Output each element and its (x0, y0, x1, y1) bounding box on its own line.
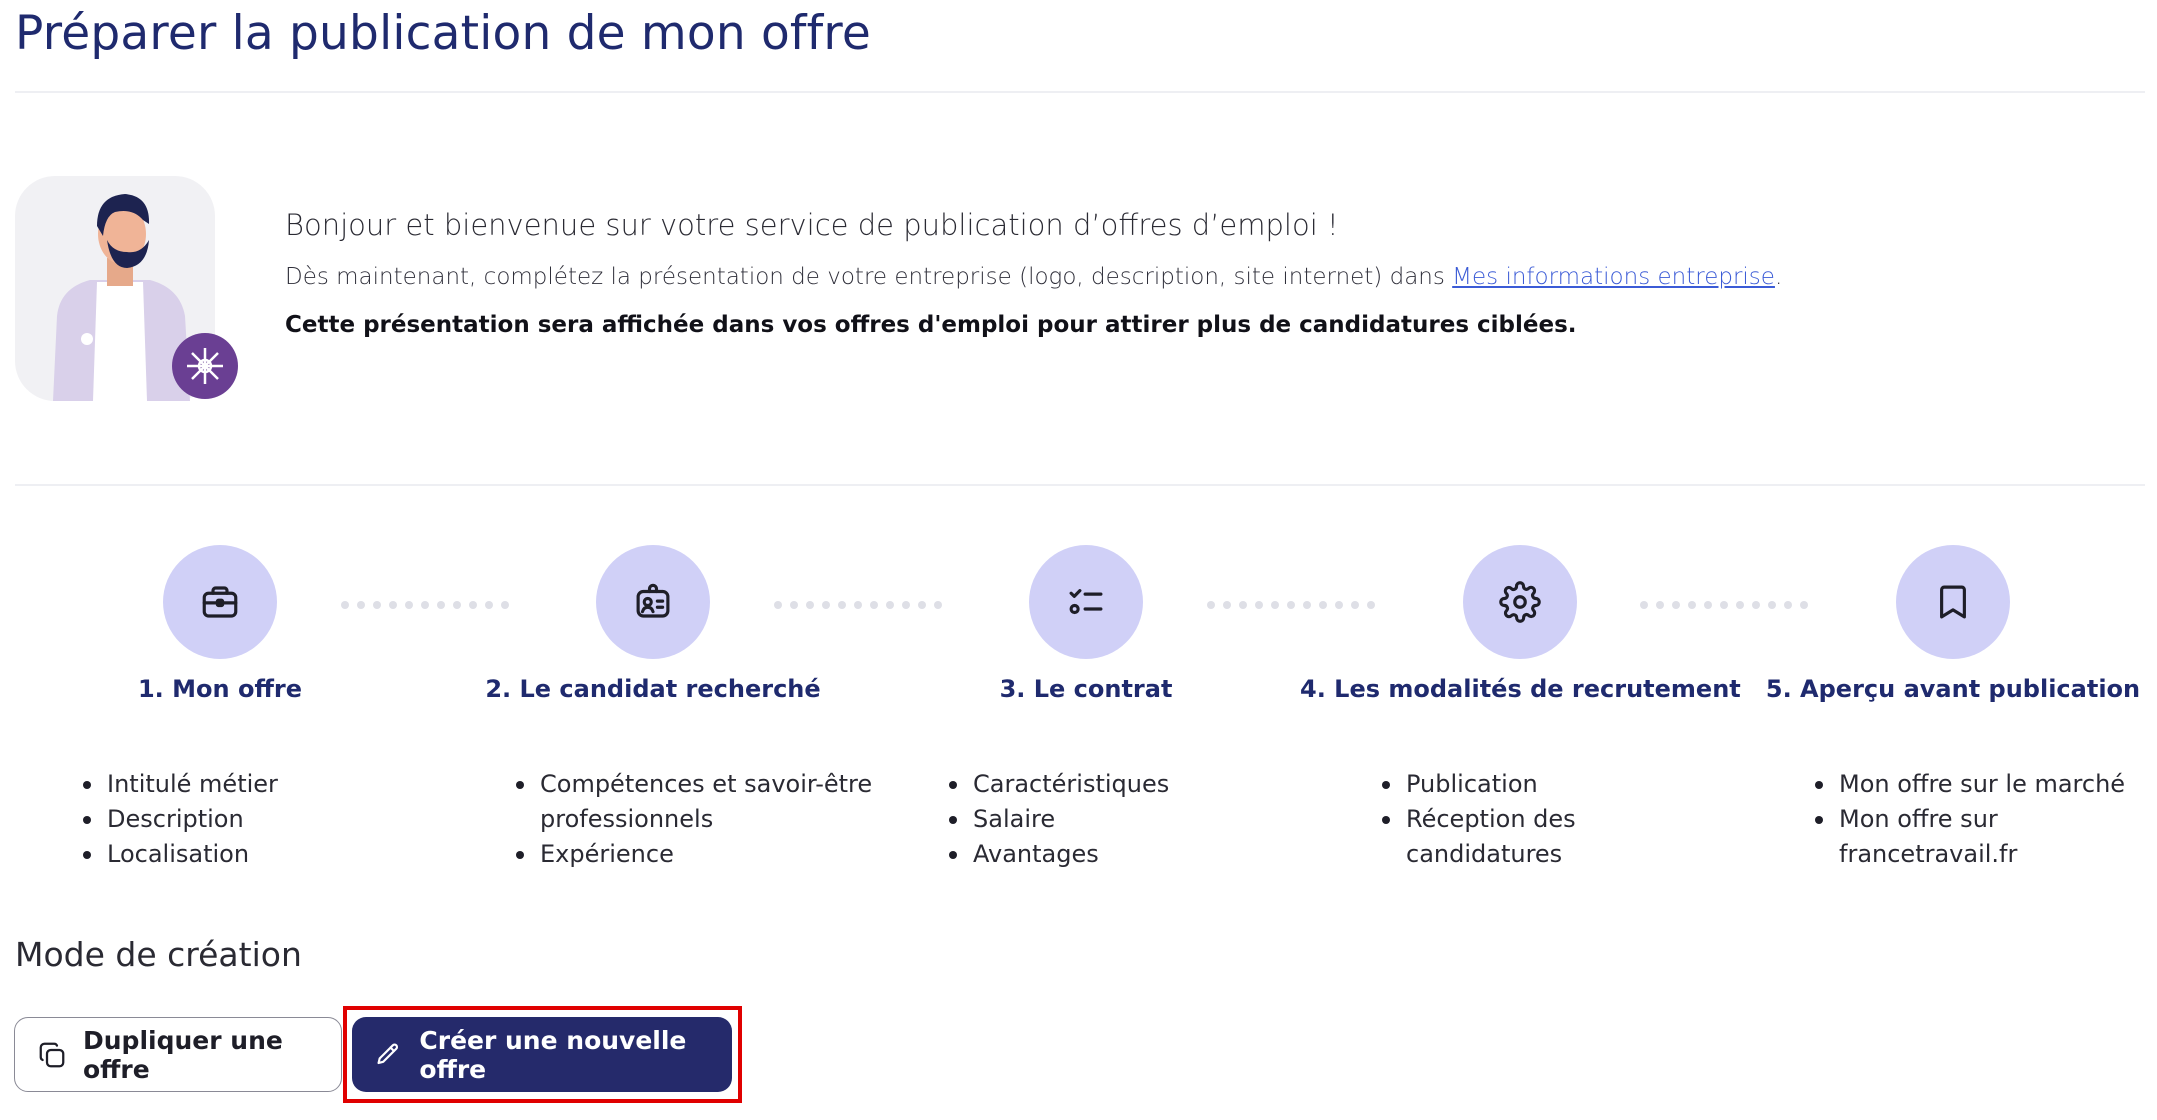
list-item: Mon offre sur francetravail.fr (1815, 802, 2135, 872)
header-divider (15, 91, 2145, 93)
person-with-badge-illustration (15, 176, 240, 401)
list-item: Publication (1382, 767, 1722, 802)
copy-icon (37, 1039, 67, 1071)
list-item: Description (83, 802, 413, 837)
step-5 (1733, 545, 2157, 703)
step-2-list (516, 767, 876, 872)
list-item: Réception des candidatures (1382, 802, 1722, 872)
step-4-list (1382, 767, 1722, 872)
list-item: Salaire (949, 802, 1279, 837)
list-item: Caractéristiques (949, 767, 1279, 802)
step-4-title: 4. Les modalités de recrutement (1300, 675, 1741, 703)
list-item: Expérience (516, 837, 876, 872)
list-item: Intitulé métier (83, 767, 413, 802)
step-2-circle (596, 545, 710, 659)
step-5-list (1815, 767, 2135, 872)
step-3 (866, 545, 1306, 703)
list-item: Avantages (949, 837, 1279, 872)
welcome-description (285, 264, 2085, 290)
id-badge-icon (632, 581, 674, 623)
steps-section (0, 545, 2157, 885)
welcome-line-prefix: Dès maintenant, complétez la présentation de votre entreprise (logo, description, site internet) dans (285, 264, 1453, 290)
step-1-title: 1. Mon offre (137, 675, 303, 703)
mode-title: Mode de création (15, 935, 302, 974)
bookmark-icon (1932, 581, 1974, 623)
pencil-icon (374, 1040, 401, 1070)
welcome-text (285, 208, 2085, 338)
list-item: Compétences et savoir-être professionnels (516, 767, 876, 837)
company-info-link[interactable]: Mes informations entreprise (1452, 264, 1775, 290)
welcome-illustration (15, 176, 240, 401)
checklist-icon (1065, 581, 1107, 623)
step-1-circle (163, 545, 277, 659)
duplicate-offer-label: Dupliquer une offre (83, 1025, 283, 1084)
step-4 (1300, 545, 1740, 703)
step-1-list (83, 767, 413, 872)
step-5-title: 5. Aperçu avant publication (1765, 675, 2141, 703)
briefcase-icon (199, 581, 241, 623)
create-offer-button[interactable] (352, 1017, 732, 1092)
gear-icon (1499, 581, 1541, 623)
welcome-line-suffix: . (1774, 264, 1783, 290)
step-2-title: 2. Le candidat recherché (485, 675, 821, 703)
step-2 (433, 545, 873, 703)
step-4-circle (1463, 545, 1577, 659)
step-3-list (949, 767, 1279, 872)
step-1 (0, 545, 440, 703)
welcome-heading: Bonjour et bienvenue sur votre service de publication d’offres d’emploi ! (285, 208, 1339, 242)
step-3-circle (1029, 545, 1143, 659)
page-title: Préparer la publication de mon offre (15, 6, 872, 61)
list-item: Mon offre sur le marché (1815, 767, 2135, 802)
step-3-title: 3. Le contrat (999, 675, 1173, 703)
section-divider (15, 484, 2145, 486)
step-5-circle (1896, 545, 2010, 659)
duplicate-offer-button[interactable] (14, 1017, 342, 1092)
welcome-bold-text: Cette présentation sera affichée dans vos offres d'emploi pour attirer plus de candidatures ciblées. (285, 312, 1577, 338)
list-item: Localisation (83, 837, 413, 872)
create-offer-label: Créer une nouvelle offre (419, 1025, 687, 1084)
